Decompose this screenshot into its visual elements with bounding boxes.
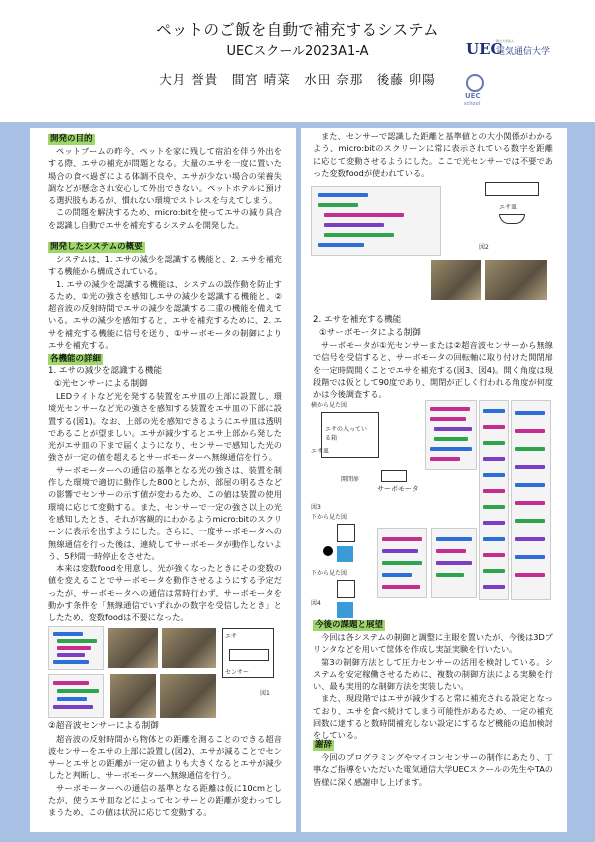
code-block: [434, 437, 468, 441]
fig1-photo-2: [162, 628, 216, 668]
uec-logo-name: 電気通信大学: [496, 47, 551, 57]
code-block: [515, 519, 545, 523]
fig1-photo-3: [110, 674, 156, 718]
code-block: [382, 585, 420, 589]
code-block: [318, 193, 368, 197]
details-sub1: 1. エサの減少を認識する機能: [48, 366, 163, 376]
fig1-photo-4: [160, 674, 216, 718]
code-block: [53, 632, 83, 636]
future-heading: 今後の課題と展望: [315, 620, 384, 630]
code-block: [483, 409, 505, 413]
code-block: [515, 555, 545, 559]
fig2-code-screenshot: [311, 186, 441, 256]
future-p3: また、現段階ではエサが減少すると常に補充される設定となっており、エサを食べ続けてしまう可能性があるため、一定の補充回数に達すると数時間補充しない設定にするなど機能の追加検討をしている。: [313, 693, 553, 741]
details-p2: サーボモーターへの通信の基準となる光の強さは、装置を制作した環境で適切に動作した800としたが、部屋の明るさなどの影響でセンサーの示す値が変わるため、この値は装置の使用環境に応じて変動する。また、センサーで一定の強さ以上の光を感知したとき、それが客観的にわかるようmicro:bitのスクリーンに表示を出すようにした。さらに、一度サーボモータへの無線通信を行った後は、連続してサーボモータが動作しないよう、5秒間一時停止をさせた。: [48, 464, 282, 561]
overview-section: [48, 240, 282, 351]
future-p1: 今回は各システムの制御と調整に主眼を置いたが、今後は3Dプリンタなどを用いて筐体を作成し実証実験を行いたい。: [313, 632, 553, 655]
code-block: [515, 447, 545, 451]
code-block: [53, 705, 93, 709]
fig4-square-3: [337, 580, 355, 598]
fig1-code-screenshot-2: [48, 674, 104, 718]
code-block: [324, 223, 384, 227]
code-block: [430, 417, 466, 421]
code-block: [436, 549, 466, 553]
fig4-code-screenshot-1: [377, 528, 427, 598]
thanks-p1: 今回のプログラミングやマイコンセンサーの制作にあたり、丁寧なご指導をいただいた電気通信大学UECスクールの先生やTAの皆様に深く感謝申し上げます。: [313, 752, 553, 787]
code-block: [324, 213, 404, 217]
fig4-square-4: [337, 602, 353, 618]
code-block: [430, 457, 460, 461]
fig1-photo-1: [108, 628, 158, 668]
supply-sub: 2. エサを補充する機能: [313, 315, 402, 325]
fig1-diagram: [222, 628, 274, 678]
details-p1: LEDライトなど光を発する装置をエサ皿の上部に設置し、環境光センサーなど光の強さを感知する装置をエサ皿の下部に設置する(図1)。なお、上部の光を感知できるようにエサ皿は透明であることが望ましい。エサが減少するとエサ上部から発した光がエサ皿の下まで届くようになり、センサーで感知した光の強さが一定の値を超えるとサーボモーターへ無線通信を行う。: [48, 391, 282, 463]
fig3-label-door: 開閉扉: [341, 476, 360, 483]
fig3-code-screenshot-2: [479, 400, 509, 600]
uec-logo: [466, 38, 576, 64]
code-block: [483, 457, 505, 461]
fig4-code-screenshot-2: [431, 528, 477, 598]
code-block: [430, 447, 472, 451]
fig3-servo: [381, 470, 407, 482]
code-block: [436, 561, 472, 565]
fig4-label-b: 下から見た図: [311, 570, 348, 577]
code-block: [53, 660, 89, 664]
code-block: [318, 243, 364, 247]
authors: 大月 誉貴 間宮 晴菜 水田 奈那 後藤 卯陽: [159, 72, 436, 87]
supply-section: [313, 314, 553, 400]
fig3-label-box: エサの入っている箱: [325, 426, 368, 442]
fig2-sensor-bar: [485, 182, 539, 196]
code-block: [483, 521, 505, 525]
purpose-heading: 開発の目的: [50, 134, 93, 144]
thanks-section: [313, 738, 553, 788]
ultrasonic-p-cont: また、センサーで認識した距離と基準値との大小関係がわかるよう、micro:bitのスクリーンに常に表示されている数字を距離に応じて変動させるようにした。ここで光センサーでは不要であった変数foodが使われている。: [313, 131, 553, 178]
uec-logo-mark: UEC: [466, 40, 503, 58]
overview-heading: 開発したシステムの概要: [50, 242, 143, 252]
details-p4: 超音波の反射時間から物体との距離を測ることのできる超音波センサーをエサの上部に設置し(図2)、エサが減ることでセンサーとエサとの距離が一定の値よりも大きくなるとエサが減少したと判断し、サーボモーターへ無線通信を行う。: [48, 733, 282, 781]
code-block: [483, 489, 505, 493]
fig2-photo-1: [431, 260, 481, 300]
code-block: [483, 505, 505, 509]
fig2-dish: [499, 214, 525, 224]
uec-school-logo: [462, 74, 490, 112]
code-block: [434, 427, 472, 431]
details-sub1a: ①光センサーによる制御: [54, 378, 148, 389]
code-block: [57, 639, 97, 643]
fig1-code-screenshot: [48, 626, 104, 670]
code-block: [483, 473, 505, 477]
code-block: [430, 407, 470, 411]
supply-suba: ①サーボモータによる制御: [319, 327, 421, 338]
left-column: [30, 128, 296, 832]
code-block: [483, 537, 505, 541]
code-block: [515, 501, 545, 505]
details-section: [48, 352, 282, 624]
details-sub2: ②超音波センサーによる制御: [48, 721, 159, 731]
code-block: [483, 569, 505, 573]
code-block: [483, 585, 505, 589]
purpose-p1: ペットブームの昨今、ペットを家に残して宿泊を伴う外出をする際、エサの補充が問題となる。大量のエサを一度に置いた場合の食べ過ぎによる体調不良や、エサが少ない場合の栄養失調などが懸念され安心して外出できない。ペットホテルに預ける選択肢もあるが、慣れない環境でストレスを与えてしまう。: [48, 146, 282, 206]
code-block: [436, 537, 472, 541]
fig4-square-1: [337, 524, 355, 542]
code-block: [382, 573, 412, 577]
poster-title: ペットのご飯を自動で補充するシステム: [156, 21, 439, 39]
fig3-caption: 図3: [311, 504, 321, 511]
details-p5: サーボモーターへの通信の基準となる距離は仮に10cmとしたが、使うエサ皿などによってセンサーとの距離が変わってしまうため、この値は状況に応じて変動する。: [48, 782, 282, 818]
future-p2: 第3の制御方法として圧力センサーの活用を検討している。システムを安定稼働させるために、複数の制御方法による実験を行い、最も実用的な制御方法を実装したい。: [313, 656, 553, 692]
code-block: [483, 425, 505, 429]
fig2-caption: 図2: [479, 244, 489, 251]
code-block: [318, 203, 358, 207]
code-block: [515, 537, 545, 541]
code-block: [515, 465, 545, 469]
details-heading: 各機能の詳細: [50, 354, 102, 364]
fig1-label-top: エサ: [225, 633, 238, 640]
code-block: [53, 681, 89, 685]
code-block: [324, 233, 394, 237]
fig1-label-bottom: センサー: [225, 669, 250, 676]
code-block: [57, 646, 91, 650]
code-block: [515, 483, 545, 487]
fig1-caption: 図1: [260, 690, 270, 697]
overview-p1: システムは、1. エサの減少を認識する機能と、2. エサを補充する機能から構成されている。: [48, 254, 282, 277]
supply-p1: サーボモータが①光センサーまたは②超音波センサーから無線で信号を受信すると、サーボモータの回転軸に取り付けた開閉扉を一定時間開くことでエサを補充する(図3、図4)。開く角度は現段階では仮として90度であり、開閉が正しく行われる角度が何度かは今後調査する。: [313, 340, 553, 400]
code-block: [57, 689, 99, 693]
thanks-heading: 謝辞: [315, 740, 333, 750]
fig3-code-screenshot-1: [425, 400, 477, 470]
fig2-diagram: [481, 176, 541, 236]
code-block: [382, 549, 418, 553]
fig4-square-2: [337, 546, 353, 562]
fig3-label-plate: エサ皿: [311, 448, 330, 455]
uec-school-logo-ring-icon: [466, 74, 484, 92]
ultrasonic-cont: [313, 130, 553, 179]
fig1-dish: [229, 649, 269, 661]
code-block: [57, 653, 85, 657]
purpose-section: [48, 132, 282, 231]
code-block: [382, 537, 422, 541]
right-column: [301, 128, 567, 832]
code-block: [483, 441, 505, 445]
code-block: [515, 429, 545, 433]
code-block: [483, 553, 505, 557]
fig4-caption: 図4: [311, 600, 321, 607]
fig2-photo-2: [485, 260, 547, 300]
poster-subtitle: UECスクール2023A1-A: [226, 44, 369, 59]
uec-school-logo-sub: school: [464, 101, 481, 107]
fig3-diagram: [311, 400, 421, 496]
code-block: [515, 411, 545, 415]
fig3-code-screenshot-3: [511, 400, 551, 600]
uec-school-logo-text: UEC: [465, 92, 481, 100]
future-section: [313, 618, 553, 742]
header: [0, 0, 595, 122]
code-block: [436, 573, 464, 577]
ultrasonic-section: [48, 720, 282, 819]
code-block: [515, 573, 545, 577]
purpose-p2: この問題を解決するため、micro:bitを使ってエサの減り具合を認識し自動でエサを補充するシステムを開発した。: [48, 207, 282, 230]
fig3-label-servo: サーボモータ: [377, 485, 419, 493]
uec-logo-small: 国立大学法人: [496, 39, 515, 43]
fig4-circle-icon: [323, 546, 333, 556]
code-block: [382, 561, 422, 565]
fig3-label-top: 横から見た図: [311, 402, 348, 409]
fig2-label: エサ皿: [499, 204, 518, 211]
code-block: [57, 697, 87, 701]
fig4-label-a: 下から見た図: [311, 514, 348, 521]
overview-p2: 1. エサの減少を認識する機能は、システムの誤作動を防止するため、①光の強さを感知しエサの減少を認識する機能と、②超音波の反射時間でエサの減少を認識する二重の機能を備えている。エサの減少を感知すると、エサを補充するために、2. エサを補充する機能に信号を送り、①サーボモータの制御によりエサを補充する。: [48, 278, 282, 351]
details-p3: 本来は変数foodを用意し、光が強くなったときにその変数の値を変えることでサーボモータを動作させるようにする予定だったが、サーボモータへの通信は常時行わず、サーボモータを動かす条件を「無線通信でいずれかの数字を受信したとき」としたため、変数foodは不要になった。: [48, 563, 282, 623]
